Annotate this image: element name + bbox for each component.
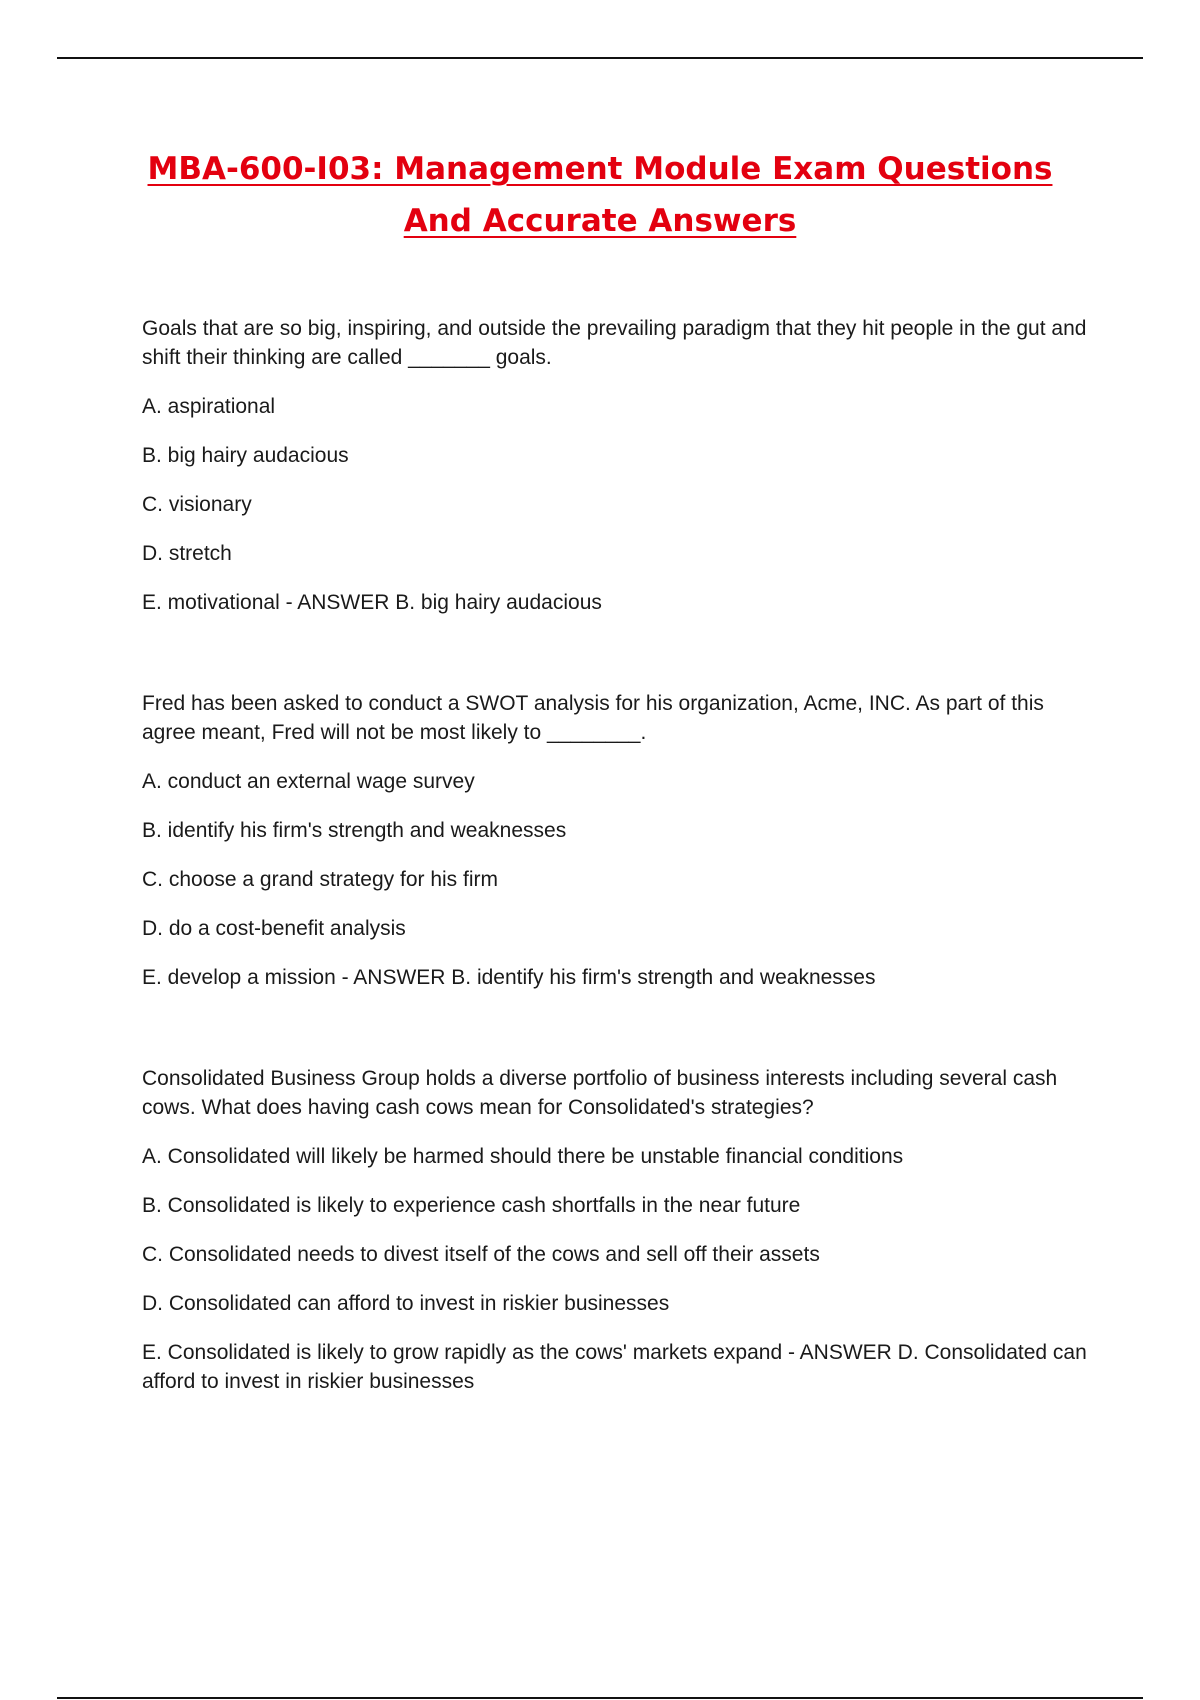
option-a: A. conduct an external wage survey xyxy=(142,770,475,793)
option-c: C. visionary xyxy=(142,493,252,516)
document-title-line-2: And Accurate Answers xyxy=(403,203,797,239)
option-c: C. Consolidated needs to divest itself of the cows and sell off their assets xyxy=(142,1243,820,1266)
option-a: A. aspirational xyxy=(142,395,276,418)
question-stem: Fred has been asked to conduct a SWOT analysis for his organization, Acme, INC. As part of this agree meant, Fred will not be most likely to ________. xyxy=(142,692,1044,744)
option-d: D. do a cost-benefit analysis xyxy=(142,917,406,940)
option-c: C. choose a grand strategy for his firm xyxy=(142,868,498,891)
header-rule xyxy=(57,57,1143,59)
option-d: D. stretch xyxy=(142,542,232,565)
document-title-line-1: MBA-600-I03: Management Module Exam Questions xyxy=(147,151,1053,187)
question-stem: Goals that are so big, inspiring, and outside the prevailing paradigm that they hit people in the gut and shift their thinking are called _______ goals. xyxy=(142,317,1087,369)
question-1 xyxy=(142,314,1087,617)
option-d: D. Consolidated can afford to invest in riskier businesses xyxy=(142,1292,670,1315)
option-e-with-answer: E. develop a mission - ANSWER B. identify his firm's strength and weaknesses xyxy=(142,966,876,989)
question-2 xyxy=(142,689,1087,992)
option-b: B. identify his firm's strength and weaknesses xyxy=(142,819,567,842)
question-stem: Consolidated Business Group holds a diverse portfolio of business interests including several cash cows. What does having cash cows mean for Consolidated's strategies? xyxy=(142,1067,1058,1119)
option-e-with-answer: E. Consolidated is likely to grow rapidly as the cows' markets expand - ANSWER D. Consolidated can afford to invest in riskier businesses xyxy=(142,1341,1087,1393)
option-e-with-answer: E. motivational - ANSWER B. big hairy audacious xyxy=(142,591,602,614)
question-3 xyxy=(142,1064,1087,1396)
document-title xyxy=(100,143,1100,247)
footer-rule xyxy=(57,1697,1143,1699)
option-b: B. Consolidated is likely to experience cash shortfalls in the near future xyxy=(142,1194,801,1217)
option-b: B. big hairy audacious xyxy=(142,444,349,467)
option-a: A. Consolidated will likely be harmed should there be unstable financial conditions xyxy=(142,1145,904,1168)
question-list xyxy=(142,314,1087,1396)
